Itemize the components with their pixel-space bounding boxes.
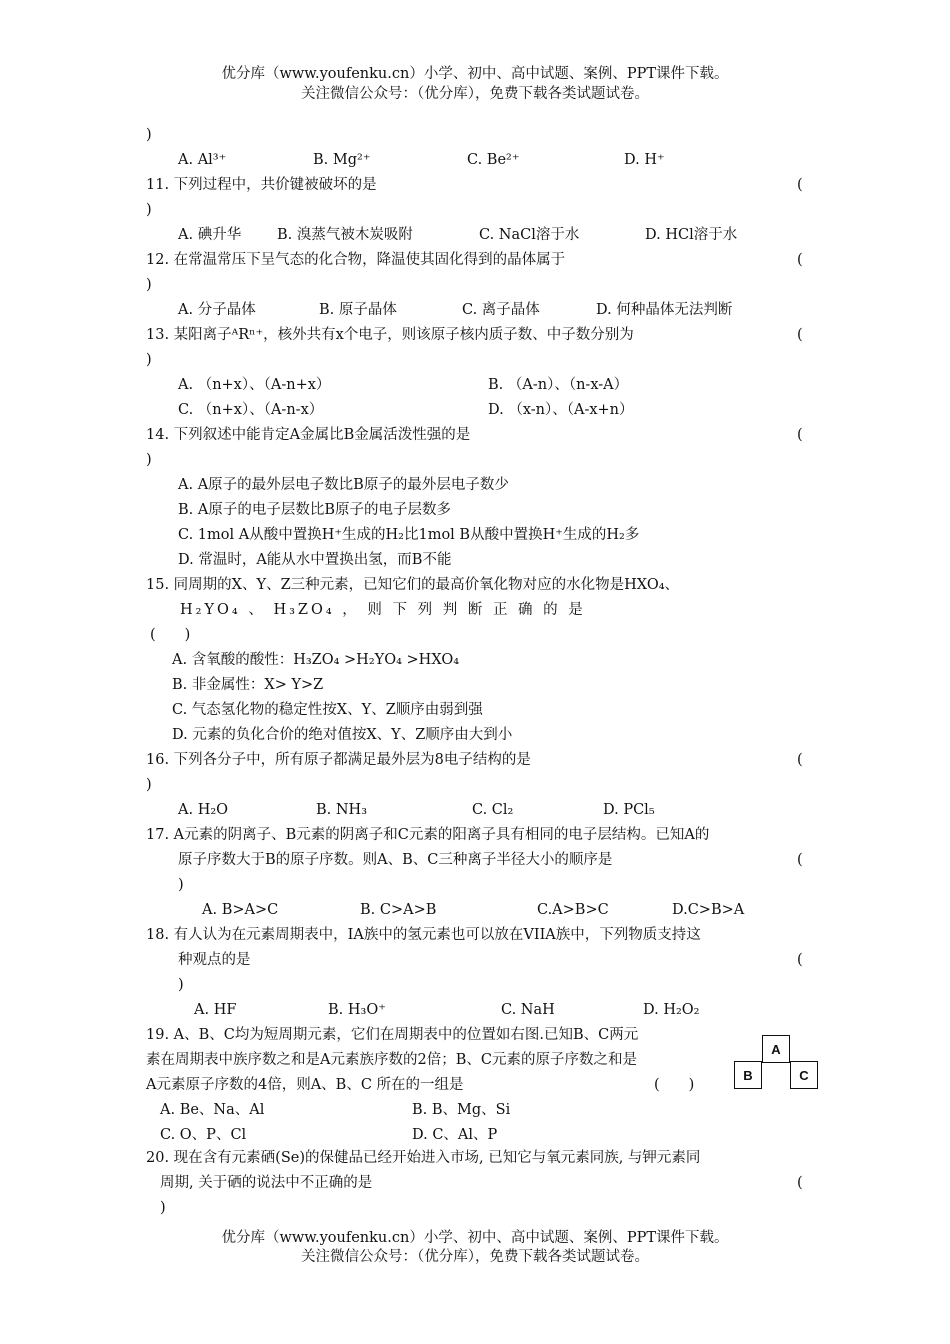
q16-stem: 16. 下列各分子中，所有原子都满足最外层为8电子结构的是 xyxy=(146,752,531,768)
q19-option-a: A. Be、Na、Al xyxy=(160,1102,265,1118)
q17-option-a: A. B>A>C xyxy=(202,902,279,918)
q18-option-a: A. HF xyxy=(194,1002,237,1018)
q13-close: ) xyxy=(146,352,152,368)
q14-option-b: B. A原子的电子层数比B原子的电子层数多 xyxy=(178,502,451,518)
q15-option-b: B. 非金属性：X> Y>Z xyxy=(172,677,324,693)
q13-paren: ( xyxy=(797,327,803,343)
q14-option-a: A. A原子的最外层电子数比B原子的最外层电子数少 xyxy=(178,477,509,493)
q15-option-d: D. 元素的负化合价的绝对值按X、Y、Z顺序由大到小 xyxy=(172,727,513,743)
q17-close: ) xyxy=(178,877,184,893)
q16-option-c: C. Cl₂ xyxy=(472,802,514,818)
q17-paren: ( xyxy=(797,852,803,868)
q11-option-c: C. NaCl溶于水 xyxy=(479,227,580,243)
q18-close: ) xyxy=(178,977,184,993)
q14-option-c: C. 1mol A从酸中置换H⁺生成的H₂比1mol B从酸中置换H⁺生成的H₂多 xyxy=(178,527,640,543)
footer-line-2: 关注微信公众号：（优分库），免费下载各类试题试卷。 xyxy=(301,1249,649,1265)
q11-option-b: B. 溴蒸气被木炭吸附 xyxy=(277,227,413,243)
q13-option-a: A. （n+x）、（A-n+x） xyxy=(178,377,331,393)
q18-option-d: D. H₂O₂ xyxy=(643,1002,700,1018)
q16-option-a: A. H₂O xyxy=(178,802,229,818)
q19-paren: ( ) xyxy=(654,1077,695,1093)
q12-option-b: B. 原子晶体 xyxy=(319,302,397,318)
q15-stem-1: 15. 同周期的X、Y、Z三种元素，已知它们的最高价氧化物对应的水化物是HXO₄、 xyxy=(146,577,680,593)
q12-stem: 12. 在常温常压下呈气态的化合物，降温使其固化得到的晶体属于 xyxy=(146,252,566,268)
q20-stem-1: 20. 现在含有元素硒(Se)的保健品已经开始进入市场, 已知它与氧元素同族, 与钾元素同 xyxy=(146,1150,701,1166)
q15-option-a: A. 含氧酸的酸性：H₃ZO₄ >H₂YO₄ >HXO₄ xyxy=(172,652,460,668)
q19-stem-3: A元素原子序数的4倍，则A、B、C 所在的一组是 xyxy=(146,1077,464,1093)
q10-close: ) xyxy=(146,127,152,143)
q10-option-d: D. H⁺ xyxy=(624,152,665,168)
q18-stem-2: 种观点的是 xyxy=(178,952,251,968)
header-line-2: 关注微信公众号：（优分库），免费下载各类试题试卷。 xyxy=(301,86,649,102)
q13-stem: 13. 某阳离子ᴬRⁿ⁺，核外共有x个电子，则该原子核内质子数、中子数分别为 xyxy=(146,327,634,343)
q12-option-d: D. 何种晶体无法判断 xyxy=(596,302,733,318)
q13-option-b: B. （A-n）、（n-x-A） xyxy=(488,377,629,393)
q12-close: ) xyxy=(146,277,152,293)
q20-paren: ( xyxy=(797,1175,803,1191)
q11-option-d: D. HCl溶于水 xyxy=(645,227,738,243)
q16-paren: ( xyxy=(797,752,803,768)
q16-option-d: D. PCl₅ xyxy=(603,802,655,818)
q18-option-b: B. H₃O⁺ xyxy=(328,1002,386,1018)
q13-option-c: C. （n+x）、（A-n-x） xyxy=(178,402,324,418)
cell-b: B xyxy=(734,1061,762,1089)
q14-paren: ( xyxy=(797,427,803,443)
q11-option-a: A. 碘升华 xyxy=(178,227,242,243)
q11-stem: 11. 下列过程中，共价键被破坏的是 xyxy=(146,177,377,193)
q14-option-d: D. 常温时，A能从水中置换出氢，而B不能 xyxy=(178,552,452,568)
cell-c: C xyxy=(790,1061,818,1089)
q16-option-b: B. NH₃ xyxy=(316,802,368,818)
q17-stem-1: 17. A元素的阴离子、B元素的阴离子和C元素的阳离子具有相同的电子层结构。已知A的 xyxy=(146,827,710,843)
q18-paren: ( xyxy=(797,952,803,968)
q14-stem: 14. 下列叙述中能肯定A金属比B金属活泼性强的是 xyxy=(146,427,471,443)
q10-option-c: C. Be²⁺ xyxy=(467,152,520,168)
q17-stem-2: 原子序数大于B的原子序数。则A、B、C三种离子半径大小的顺序是 xyxy=(178,852,613,868)
cell-a: A xyxy=(762,1035,790,1063)
q17-option-d: D.C>B>A xyxy=(672,902,745,918)
q16-close: ) xyxy=(146,777,152,793)
q19-stem-2: 素在周期表中族序数之和是A元素族序数的2倍；B、C元素的原子序数之和是 xyxy=(146,1052,637,1068)
q18-stem-1: 18. 有人认为在元素周期表中，IA族中的氢元素也可以放在VIIA族中，下列物质支持这 xyxy=(146,927,701,943)
q19-stem-1: 19. A、B、C均为短周期元素，它们在周期表中的位置如右图.已知B、C两元 xyxy=(146,1027,639,1043)
q11-paren: ( xyxy=(797,177,803,193)
footer-line-1: 优分库（www.youfenku.cn）小学、初中、高中试题、案例、PPT课件下载。 xyxy=(221,1230,729,1246)
q19-option-b: B. B、Mg、Si xyxy=(412,1102,511,1118)
header-line-1: 优分库（www.youfenku.cn）小学、初中、高中试题、案例、PPT课件下载。 xyxy=(221,66,729,82)
q12-option-a: A. 分子晶体 xyxy=(178,302,256,318)
q17-option-b: B. C>A>B xyxy=(360,902,437,918)
q11-close: ) xyxy=(146,202,152,218)
q19-option-c: C. O、P、Cl xyxy=(160,1127,247,1143)
q12-paren: ( xyxy=(797,252,803,268)
q15-paren: ( ) xyxy=(150,627,191,643)
q10-option-b: B. Mg²⁺ xyxy=(313,152,371,168)
q10-option-a: A. Al³⁺ xyxy=(178,152,227,168)
q18-option-c: C. NaH xyxy=(501,1002,555,1018)
q15-option-c: C. 气态氢化物的稳定性按X、Y、Z顺序由弱到强 xyxy=(172,702,483,718)
q15-stem-2: H₂YO₄ 、 H₃ZO₄ ， 则 下 列 判 断 正 确 的 是 xyxy=(180,602,586,618)
q12-option-c: C. 离子晶体 xyxy=(462,302,540,318)
q20-stem-2: 周期, 关于硒的说法中不正确的是 xyxy=(160,1175,373,1191)
periodic-table-diagram xyxy=(734,1030,824,1090)
q17-option-c: C.A>B>C xyxy=(537,902,609,918)
q13-option-d: D. （x-n）、（A-x+n） xyxy=(488,402,634,418)
q14-close: ) xyxy=(146,452,152,468)
q20-close: ) xyxy=(160,1200,166,1216)
q19-option-d: D. C、Al、P xyxy=(412,1127,498,1143)
